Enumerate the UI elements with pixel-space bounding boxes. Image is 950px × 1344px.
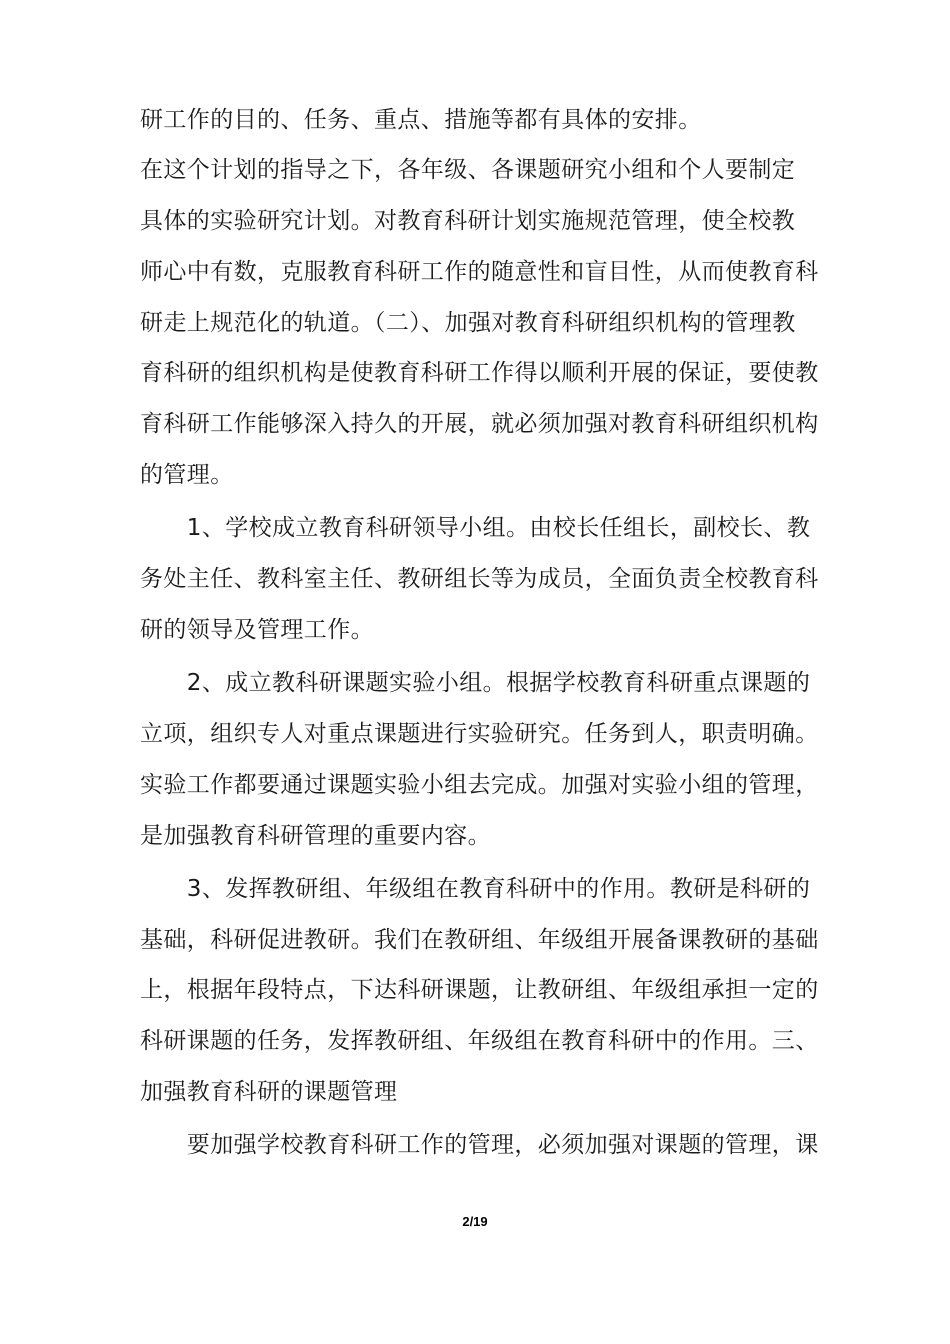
text-line: 的管理。 — [140, 462, 234, 488]
text-line: 具体的实验研究计划。对教育科研计划实施规范管理，使全校教 — [140, 208, 796, 234]
text-line: 务处主任、教科室主任、教研组长等为成员，全面负责全校教育科 — [140, 566, 819, 592]
text-line: 在这个计划的指导之下，各年级、各课题研究小组和个人要制定 — [140, 157, 796, 183]
text-line: 师心中有数，克服教育科研工作的随意性和盲目性，从而使教育科 — [140, 259, 819, 285]
text-line: 3、发挥教研组、年级组在教育科研中的作用。教研是科研的 — [140, 876, 811, 902]
text-line: 上，根据年段特点，下达科研课题，让教研组、年级组承担一定的 — [140, 977, 819, 1003]
page-number: 2/19 — [462, 1214, 488, 1229]
text-line: 立项，组织专人对重点课题进行实验研究。任务到人，职责明确。 — [140, 721, 819, 747]
text-line: 是加强教育科研管理的重要内容。 — [140, 823, 491, 849]
text-line: 研走上规范化的轨道。（二）、加强对教育科研组织机构的管理教 — [140, 310, 796, 336]
text-line: 实验工作都要通过课题实验小组去完成。加强对实验小组的管理， — [140, 772, 819, 798]
text-line: 2、成立教科研课题实验小组。根据学校教育科研重点课题的 — [140, 670, 811, 696]
text-line: 加强教育科研的课题管理 — [140, 1079, 398, 1105]
text-line: 1、学校成立教育科研领导小组。由校长任组长，副校长、教 — [140, 515, 811, 541]
text-line: 要加强学校教育科研工作的管理，必须加强对课题的管理，课 — [140, 1132, 819, 1158]
text-line: 科研课题的任务，发挥教研组、年级组在教育科研中的作用。三、 — [140, 1028, 819, 1054]
text-line: 研工作的目的、任务、重点、措施等都有具体的安排。 — [140, 107, 702, 133]
text-line: 育科研的组织机构是使教育科研工作得以顺利开展的保证，要使教 — [140, 360, 819, 386]
text-line: 研的领导及管理工作。 — [140, 617, 374, 643]
text-line: 育科研工作能够深入持久的开展，就必须加强对教育科研组织机构 — [140, 411, 819, 437]
text-line: 基础，科研促进教研。我们在教研组、年级组开展备课教研的基础 — [140, 927, 819, 953]
